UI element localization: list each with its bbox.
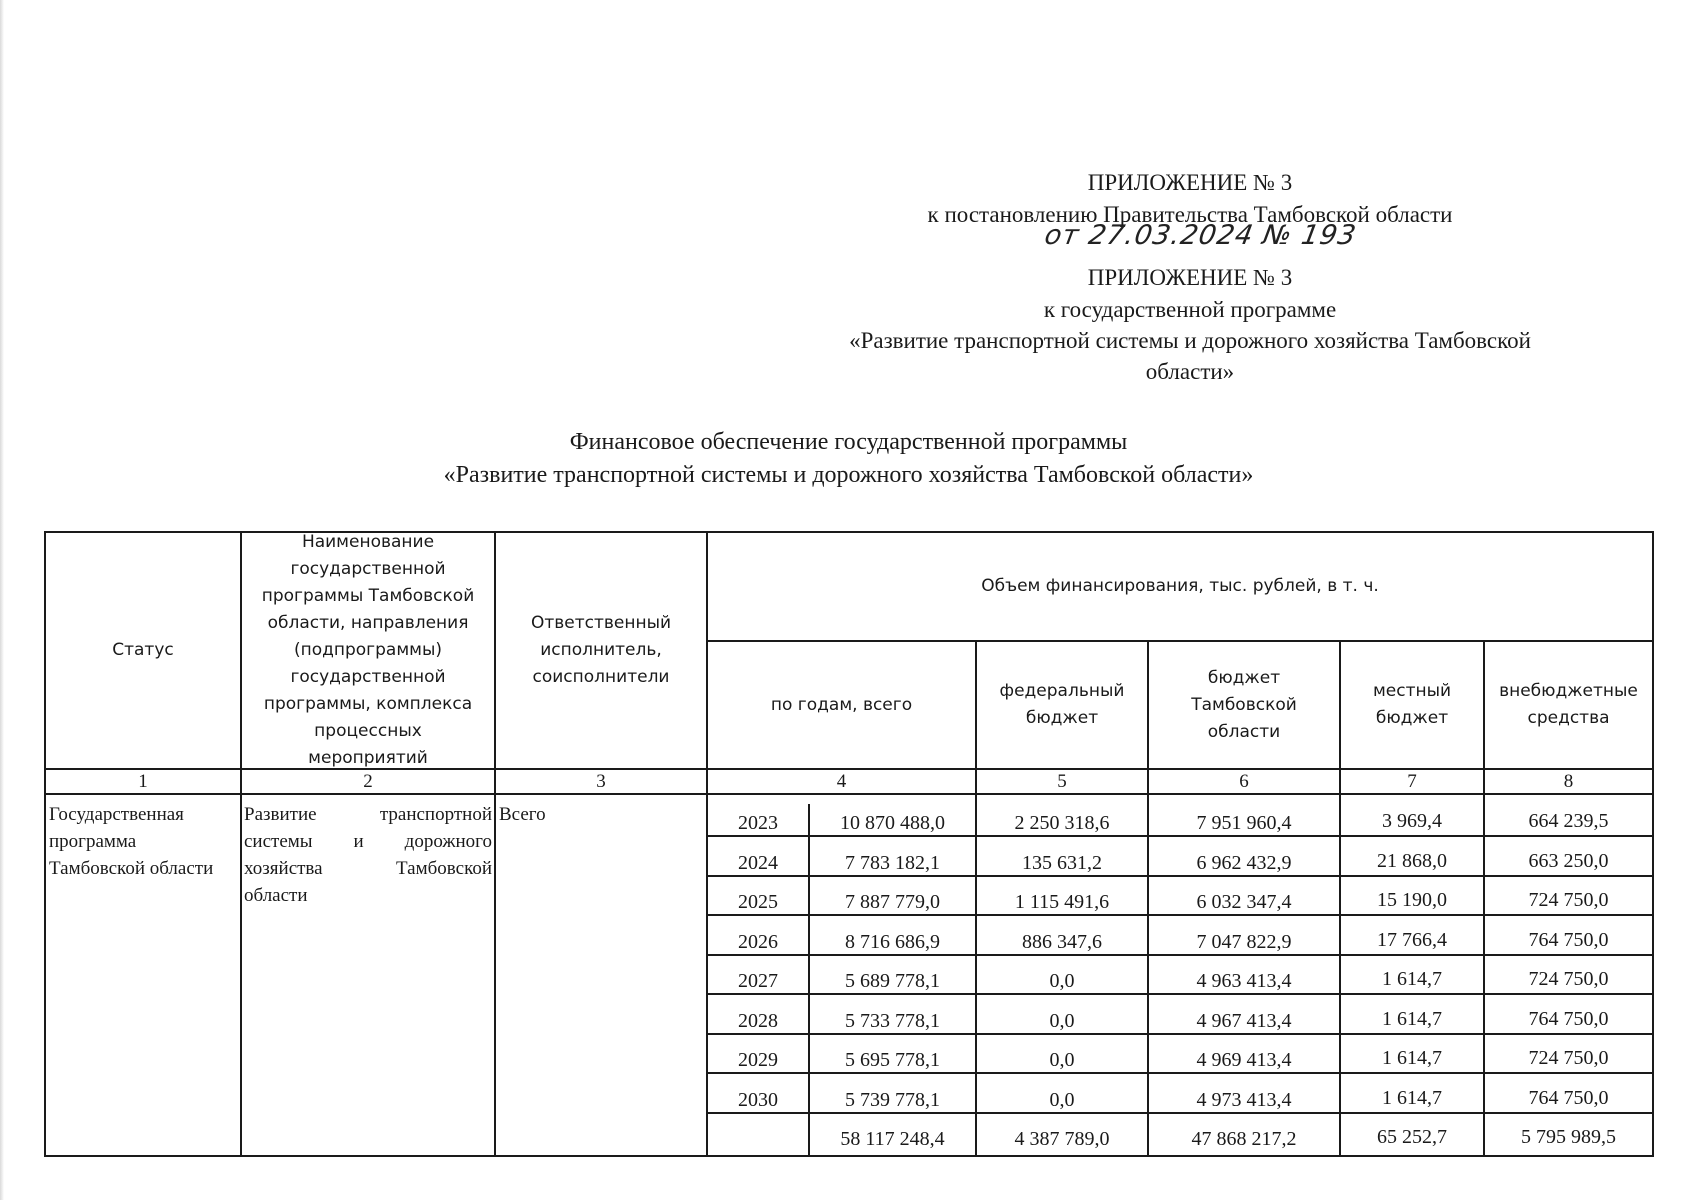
regional-cell: 4 963 413,4	[1196, 970, 1292, 992]
regional-total-cell: 47 868 217,2	[1191, 1128, 1297, 1150]
document-title-line2: «Развитие транспортной системы и дорожного хозяйства Тамбовской области»	[443, 462, 1254, 488]
total-cell: 5 739 778,1	[845, 1089, 940, 1111]
extra-cell: 664 239,5	[1528, 810, 1609, 832]
extra-cell: 724 750,0	[1528, 1047, 1609, 1069]
col-number: 3	[596, 771, 606, 792]
col-number: 6	[1239, 771, 1249, 792]
extra-total-cell: 5 795 989,5	[1521, 1126, 1616, 1148]
federal-cell: 135 631,2	[1022, 852, 1102, 874]
header-by-years: по годам, всего	[770, 694, 913, 715]
regional-cell: 7 951 960,4	[1196, 812, 1292, 834]
program-name-line: области	[244, 885, 308, 906]
total-cell: 5 689 778,1	[845, 970, 940, 992]
year-cell: 2029	[738, 1049, 778, 1071]
header-funding: Объем финансирования, тыс. рублей, в т. ч.	[981, 576, 1379, 596]
appendix-heading: ПРИЛОЖЕНИЕ № 3	[1087, 170, 1293, 195]
col-number: 7	[1407, 771, 1417, 792]
local-total-cell: 65 252,7	[1377, 1126, 1447, 1148]
table-border-right	[1652, 531, 1654, 1157]
local-cell: 1 614,7	[1382, 968, 1442, 990]
total-cell: 8 716 686,9	[845, 931, 940, 953]
program-name-line: хозяйства Тамбовской	[244, 858, 492, 879]
header-extra: внебюджетные средства	[1499, 681, 1638, 728]
row-divider	[706, 1072, 1654, 1074]
total-cell: 7 783 182,1	[845, 852, 940, 874]
extra-cell: 764 750,0	[1528, 1008, 1609, 1030]
federal-cell: 0,0	[1049, 1010, 1075, 1032]
extra-cell: 663 250,0	[1528, 850, 1609, 872]
regional-cell: 4 969 413,4	[1196, 1049, 1292, 1071]
header-status: Статус	[112, 640, 174, 660]
year-cell: 2026	[738, 931, 778, 953]
regional-cell: 6 032 347,4	[1196, 891, 1292, 913]
year-cell: 2028	[738, 1010, 778, 1032]
program-name-line: системы и дорожного	[244, 831, 492, 852]
local-cell: 1 614,7	[1382, 1047, 1442, 1069]
extra-cell: 764 750,0	[1528, 1087, 1609, 1109]
table-border-bottom	[44, 1155, 1654, 1157]
local-cell: 1 614,7	[1382, 1008, 1442, 1030]
row-divider	[706, 993, 1654, 995]
row-divider	[706, 1112, 1654, 1114]
row-divider	[706, 835, 1654, 837]
year-cell: 2023	[738, 812, 778, 834]
local-cell: 17 766,4	[1377, 929, 1447, 951]
appendix-heading-2: ПРИЛОЖЕНИЕ № 3	[1087, 265, 1293, 290]
total-cell: 10 870 488,0	[840, 812, 945, 834]
header-local: местный бюджет	[1372, 681, 1452, 728]
year-cell: 2025	[738, 891, 778, 913]
financing-table	[44, 531, 1654, 1157]
header-regional: бюджет Тамбовской области	[1191, 667, 1297, 742]
col-number: 5	[1057, 771, 1067, 792]
grand-total-cell: 58 117 248,4	[840, 1128, 945, 1150]
extra-cell: 724 750,0	[1528, 968, 1609, 990]
document-title-line1: Финансовое обеспечение государственной программы	[569, 429, 1128, 455]
local-cell: 3 969,4	[1382, 810, 1442, 832]
local-cell: 15 190,0	[1377, 889, 1447, 911]
program-status: Государственная программа Тамбовской области	[49, 804, 214, 879]
page-edge-shadow	[0, 0, 4, 1200]
federal-cell: 0,0	[1049, 970, 1075, 992]
federal-cell: 2 250 318,6	[1014, 812, 1110, 834]
handwritten-date-number: от 27.03.2024 № 193	[1042, 220, 1359, 251]
extra-cell: 724 750,0	[1528, 889, 1609, 911]
local-cell: 21 868,0	[1377, 850, 1447, 872]
federal-cell: 0,0	[1049, 1049, 1075, 1071]
local-cell: 1 614,7	[1382, 1087, 1442, 1109]
federal-total-cell: 4 387 789,0	[1014, 1128, 1110, 1150]
row-divider	[706, 914, 1654, 916]
col-number: 8	[1563, 771, 1574, 792]
regional-cell: 4 967 413,4	[1196, 1010, 1292, 1032]
program-name-line1: «Развитие транспортной системы и дорожного хозяйства Тамбовской	[849, 328, 1531, 353]
col-number: 1	[138, 771, 148, 792]
total-cell: 7 887 779,0	[845, 891, 940, 913]
row-divider	[706, 1033, 1654, 1035]
regional-cell: 4 973 413,4	[1196, 1089, 1292, 1111]
header-program-name: Наименование государственной программы Тамбовской области, направления (подпрограммы) государственной программы, комплекса процессных мероприятий	[261, 532, 475, 768]
year-cell: 2030	[738, 1089, 778, 1111]
col-number: 2	[363, 771, 373, 792]
federal-cell: 886 347,6	[1022, 931, 1102, 953]
year-cell: 2024	[738, 852, 778, 874]
extra-cell: 764 750,0	[1528, 929, 1609, 951]
regional-cell: 7 047 822,9	[1196, 931, 1292, 953]
header-federal: федеральный бюджет	[999, 681, 1125, 728]
total-cell: 5 695 778,1	[845, 1049, 940, 1071]
program-reference: к государственной программе	[1043, 297, 1337, 322]
row-divider	[706, 875, 1654, 877]
federal-cell: 1 115 491,6	[1014, 891, 1110, 913]
col-divider	[494, 531, 496, 1157]
federal-cell: 0,0	[1049, 1089, 1075, 1111]
year-cell: 2027	[738, 970, 778, 992]
col-divider	[240, 531, 242, 1157]
program-name-line: Развитие транспортной	[244, 804, 492, 825]
row-divider	[706, 954, 1654, 956]
total-cell: 5 733 778,1	[845, 1010, 940, 1032]
resolution-reference: к постановлению Правительства Тамбовской области	[927, 202, 1453, 227]
program-name-line2: области»	[1145, 359, 1235, 384]
program-name	[244, 801, 492, 909]
header-executor: Ответственный исполнитель, соисполнители	[530, 613, 672, 687]
executor-total: Всего	[499, 804, 546, 825]
col-number: 4	[836, 771, 847, 792]
regional-cell: 6 962 432,9	[1196, 852, 1292, 874]
